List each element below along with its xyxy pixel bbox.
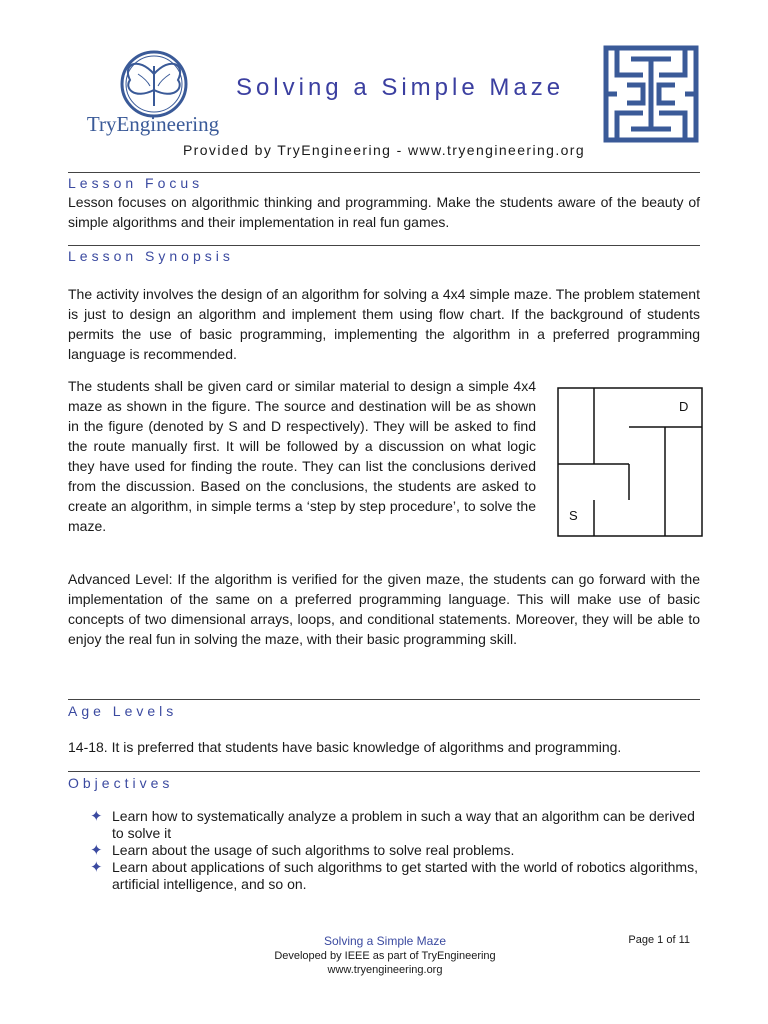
- list-item: ✦ Learn how to systematically analyze a problem in such a way that an algorithm can be derived to solve it: [90, 808, 695, 841]
- maze-figure: [557, 387, 703, 537]
- maze-source-label: S: [569, 508, 578, 523]
- synopsis-paragraph-1: The activity involves the design of an algorithm for solving a 4x4 simple maze. The problem statement is just to design an algorithm and implement them using flow chart. If the background of students permits the use of basic programming, implementing the algorithm in a preferred programming language is recommended.: [68, 286, 700, 362]
- page-title: Solving a Simple Maze: [235, 74, 565, 101]
- age-levels-heading: Age Levels: [68, 703, 178, 719]
- logo-wordmark: TryEngineering: [86, 112, 220, 136]
- section-divider: [68, 699, 700, 700]
- star-bullet-icon: ✦: [90, 842, 103, 859]
- lesson-focus-heading: Lesson Focus: [68, 175, 204, 191]
- objectives-list: [90, 808, 700, 893]
- objectives-heading: Objectives: [68, 775, 174, 791]
- star-bullet-icon: ✦: [90, 859, 103, 876]
- provided-by-line: Provided by TryEngineering - www.tryengineering.org: [182, 142, 586, 158]
- synopsis-paragraph-3: Advanced Level: If the algorithm is verified for the given maze, the students can go forward with the implementation of the same on a preferred programming language. This will make use of basic concepts of two dimensional arrays, loops, and conditional statements. Moreover, they will be able to enjoy the real fun in solving the maze, with their basic programming skill.: [68, 571, 700, 647]
- section-divider: [68, 245, 700, 246]
- list-item: ✦ Learn about the usage of such algorithms to solve real problems.: [90, 842, 515, 859]
- section-divider: [68, 771, 700, 772]
- footer-url: www.tryengineering.org: [327, 964, 443, 976]
- maze-logo-icon: [603, 45, 699, 143]
- footer-developed-by: Developed by IEEE as part of TryEngineering: [274, 950, 496, 962]
- maze-destination-label: D: [679, 399, 689, 414]
- lesson-focus-text: Lesson focuses on algorithmic thinking and programming. Make the students aware of the beauty of simple algorithms and their implementation in real fun games.: [68, 194, 700, 230]
- page-number: Page 1 of 11: [628, 934, 690, 946]
- synopsis-paragraph-2: The students shall be given card or similar material to design a simple 4x4 maze as shown in the figure. The source and destination will be as shown in the figure (denoted by S and D respectively). They will be asked to find the route manually first. It will be followed by a discussion on what logic they have used for finding the route. They can list the conclusions derived from the discussion. Based on the conclusions, the students are asked to create an algorithm, in simple terms a ‘step by step procedure’, to solve the maze.: [68, 378, 536, 534]
- list-item: ✦ Learn about applications of such algorithms to get started with the world of robotics algorithms, artificial intelligence, and so on.: [90, 859, 698, 892]
- star-bullet-icon: ✦: [90, 808, 103, 825]
- lesson-synopsis-heading: Lesson Synopsis: [68, 248, 234, 264]
- age-levels-text: 14-18. It is preferred that students have basic knowledge of algorithms and programming.: [68, 739, 622, 755]
- footer-title: Solving a Simple Maze: [323, 934, 447, 948]
- section-divider: [68, 172, 700, 173]
